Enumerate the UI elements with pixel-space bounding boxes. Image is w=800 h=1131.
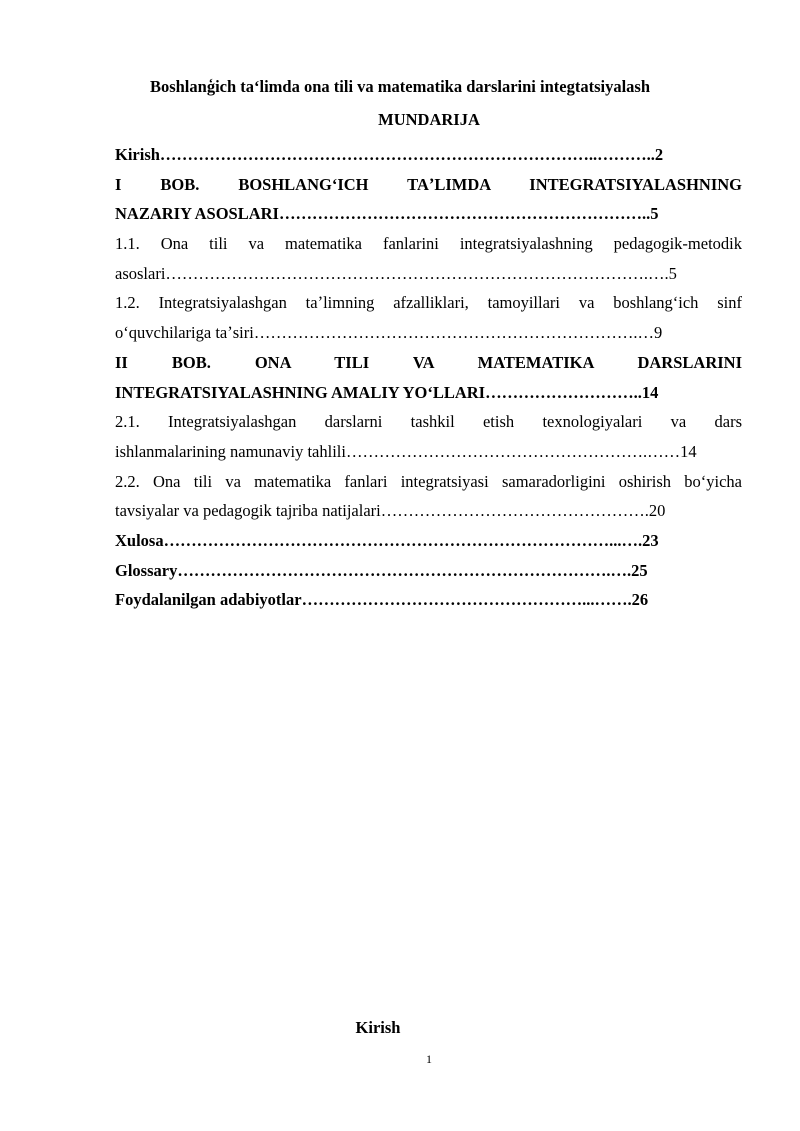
- toc-entry-1-1-line-1: 1.1. Ona tili va matematika fanlarini integratsiyalashning pedagogik-metodik: [115, 234, 742, 254]
- toc-entry-2-2-line-2: tavsiyalar va pedagogik tajriba natijalari………………………………………….20: [115, 501, 666, 521]
- toc-entry-glossary: Glossary…………………………………………………………………….….25: [115, 560, 648, 580]
- toc-entry-1-2-line-1: 1.2. Integratsiyalashgan taʼlimning afzalliklari, tamoyillari va boshlangʻich sinf: [115, 293, 742, 313]
- toc-entry-kirish: Kirish……………………………………………………………………..………..2: [115, 145, 664, 164]
- toc-entry-chapter-2-line-1: II BOB. ONA TILI VA MATEMATIKA DARSLARINI: [115, 352, 742, 372]
- toc-entry-chapter-2-line-2: INTEGRATSIYALASHNING AMALIY YOʻLLARI………………………..14: [115, 382, 659, 402]
- toc-entry-chapter-1-line-1: I BOB. BOSHLANGʻICH TAʼLIMDA INTEGRATSIYALASHNING: [115, 174, 742, 194]
- toc-entry-2-1-line-2: ishlanmalarining namunaviy tahlili……………………………………………….……14: [115, 441, 697, 461]
- toc-entry-1-2-line-2: oʻquvchilariga taʼsiri…………………………………………………………….…9: [115, 323, 663, 343]
- toc-entry-chapter-1-line-2: NAZARIY ASOSLARI…………………………………………………………..5: [115, 204, 659, 224]
- toc-entry-1-1-line-2: asoslari…………………………………………………………………………….….5: [115, 263, 677, 283]
- toc-entry-2-2-line-1: 2.2. Ona tili va matematika fanlari integratsiyasi samaradorligini oshirish boʻyicha: [115, 471, 742, 491]
- toc-entry-2-1-line-1: 2.1. Integratsiyalashgan darslarni tashkil etish texnologiyalari va dars: [115, 412, 742, 432]
- toc-entry-adabiyotlar: Foydalanilgan adabiyotlar……………………………………………...…….26: [115, 590, 649, 610]
- page-number: 1: [426, 1052, 432, 1066]
- table-of-contents: [115, 140, 742, 615]
- document-title: Boshlanģich taʻlimda ona tili va matematika darslarini integtatsiyalash: [149, 77, 651, 96]
- section-heading-kirish: Kirish: [355, 1018, 401, 1037]
- toc-heading: MUNDARIJA: [378, 110, 480, 129]
- toc-entry-xulosa: Xulosa………………………………………………………………………...….23: [115, 530, 659, 550]
